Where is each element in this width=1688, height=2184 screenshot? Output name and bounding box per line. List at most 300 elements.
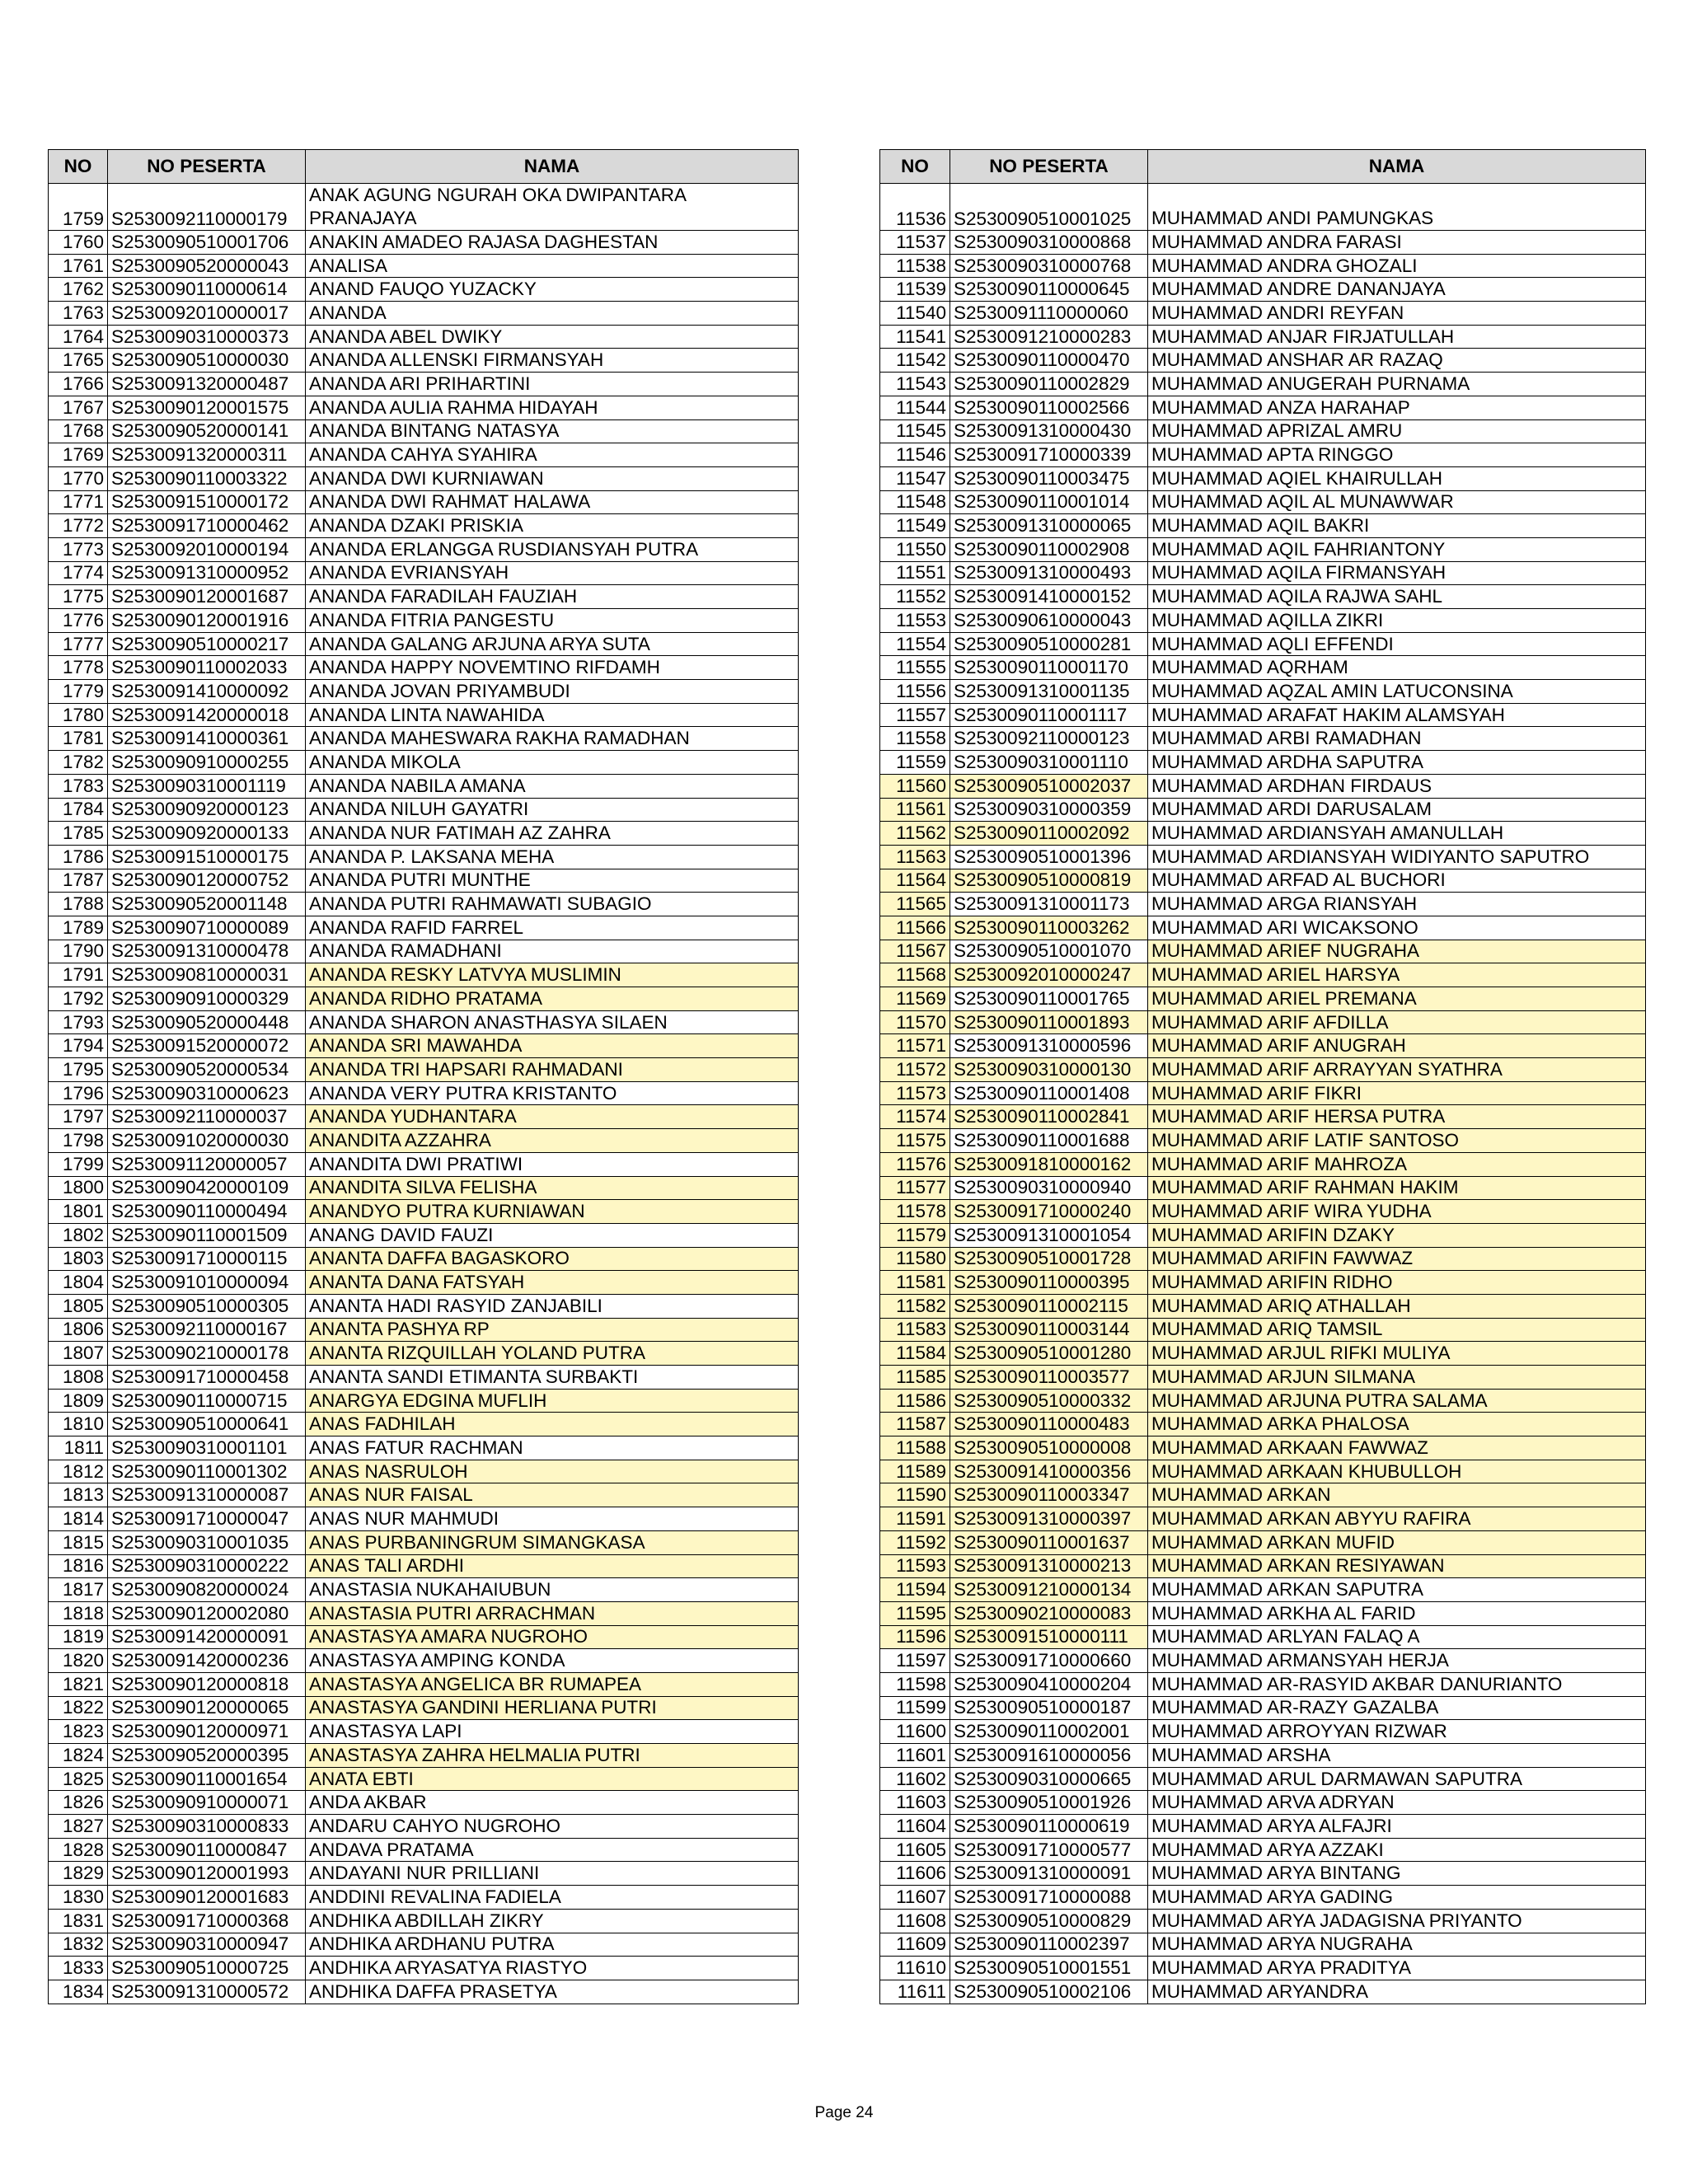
table-row bbox=[880, 1649, 1646, 1673]
participant-number: S2530090420000109 bbox=[108, 1176, 306, 1200]
participant-number: S2530090310000222 bbox=[108, 1554, 306, 1578]
row-number: 1778 bbox=[49, 656, 108, 680]
row-number: 1774 bbox=[49, 561, 108, 585]
table-row bbox=[880, 419, 1646, 443]
participant-number: S2530090510001728 bbox=[950, 1247, 1148, 1271]
table-row bbox=[49, 1460, 799, 1483]
table-row bbox=[49, 585, 799, 609]
participant-name: MUHAMMAD ARDHAN FIRDAUS bbox=[1148, 774, 1646, 798]
participant-name: MUHAMMAD ARIF MAHROZA bbox=[1148, 1152, 1646, 1176]
participant-name: MUHAMMAD APTA RINGGO bbox=[1148, 443, 1646, 467]
participant-name: MUHAMMAD ARIF WIRA YUDHA bbox=[1148, 1200, 1646, 1224]
table-row bbox=[880, 561, 1646, 585]
row-number: 1824 bbox=[49, 1744, 108, 1768]
row-number: 11571 bbox=[880, 1034, 950, 1058]
participant-name: ANANDITA AZZAHRA bbox=[306, 1129, 799, 1153]
table-row bbox=[880, 1862, 1646, 1886]
row-number: 11605 bbox=[880, 1838, 950, 1862]
row-number: 11549 bbox=[880, 514, 950, 538]
participant-name: ANANDA ALLENSKI FIRMANSYAH bbox=[306, 349, 799, 373]
table-row bbox=[49, 1838, 799, 1862]
row-number: 11578 bbox=[880, 1200, 950, 1224]
table-row bbox=[49, 656, 799, 680]
table-row bbox=[49, 514, 799, 538]
participant-number: S2530090110001014 bbox=[950, 490, 1148, 514]
header-no: NO bbox=[49, 150, 108, 184]
participant-name: ANDAVA PRATAMA bbox=[306, 1838, 799, 1862]
row-number: 11569 bbox=[880, 987, 950, 1011]
participant-name: ANAKIN AMADEO RAJASA DAGHESTAN bbox=[306, 231, 799, 255]
participant-number: S2530090110002397 bbox=[950, 1933, 1148, 1957]
participant-name: MUHAMMAD ARKA PHALOSA bbox=[1148, 1413, 1646, 1436]
row-number: 11559 bbox=[880, 751, 950, 775]
participant-name: MUHAMMAD ARIF RAHMAN HAKIM bbox=[1148, 1176, 1646, 1200]
row-number: 11582 bbox=[880, 1294, 950, 1318]
row-number: 1794 bbox=[49, 1034, 108, 1058]
participant-name: ANASTASYA LAPI bbox=[306, 1720, 799, 1744]
row-number: 1801 bbox=[49, 1200, 108, 1224]
participant-name: ANASTASIA PUTRI ARRACHMAN bbox=[306, 1601, 799, 1625]
table-row bbox=[49, 703, 799, 727]
table-row bbox=[49, 1933, 799, 1957]
row-number: 11575 bbox=[880, 1129, 950, 1153]
participant-number: S2530090510000008 bbox=[950, 1436, 1148, 1460]
row-number: 1796 bbox=[49, 1081, 108, 1105]
participant-number: S2530090310000373 bbox=[108, 325, 306, 349]
participant-number: S2530090120000065 bbox=[108, 1696, 306, 1720]
table-row bbox=[49, 1720, 799, 1744]
row-number: 11583 bbox=[880, 1318, 950, 1342]
row-number: 1821 bbox=[49, 1672, 108, 1696]
participant-name: ANANDA BINTANG NATASYA bbox=[306, 419, 799, 443]
participant-number: S2530091310001054 bbox=[950, 1223, 1148, 1247]
participant-number: S2530090510000030 bbox=[108, 349, 306, 373]
row-number: 11542 bbox=[880, 349, 950, 373]
table-row bbox=[880, 1342, 1646, 1366]
table-row bbox=[880, 1507, 1646, 1531]
table-row bbox=[880, 1601, 1646, 1625]
participant-name: MUHAMMAD ARKAN ABYYU RAFIRA bbox=[1148, 1507, 1646, 1531]
table-row bbox=[880, 537, 1646, 561]
participant-number: S2530090510001025 bbox=[950, 184, 1148, 231]
participant-number: S2530090510000305 bbox=[108, 1294, 306, 1318]
participant-number: S2530090510001396 bbox=[950, 845, 1148, 869]
participant-number: S2530090510000332 bbox=[950, 1389, 1148, 1413]
participant-number: S2530092110000123 bbox=[950, 727, 1148, 751]
participant-name: ANDDINI REVALINA FADIELA bbox=[306, 1886, 799, 1910]
participant-number: S2530090510001070 bbox=[950, 940, 1148, 963]
participant-name: MUHAMMAD APRIZAL AMRU bbox=[1148, 419, 1646, 443]
row-number: 11585 bbox=[880, 1366, 950, 1390]
participant-name: MUHAMMAD ARDIANSYAH AMANULLAH bbox=[1148, 822, 1646, 846]
table-row bbox=[880, 278, 1646, 302]
participant-number: S2530090310001035 bbox=[108, 1530, 306, 1554]
participant-name: MUHAMMAD AQZAL AMIN LATUCONSINA bbox=[1148, 680, 1646, 704]
participant-name: MUHAMMAD AQIL BAKRI bbox=[1148, 514, 1646, 538]
participant-name: MUHAMMAD ARDHA SAPUTRA bbox=[1148, 751, 1646, 775]
participant-number: S2530090110002566 bbox=[950, 396, 1148, 419]
participant-name: ANASTASYA AMARA NUGROHO bbox=[306, 1625, 799, 1649]
participant-number: S2530090110002001 bbox=[950, 1720, 1148, 1744]
participant-name: MUHAMMAD ANDI PAMUNGKAS bbox=[1148, 184, 1646, 231]
participant-number: S2530090510001551 bbox=[950, 1957, 1148, 1980]
row-number: 1771 bbox=[49, 490, 108, 514]
participant-number: S2530092010000247 bbox=[950, 963, 1148, 987]
row-number: 11584 bbox=[880, 1342, 950, 1366]
table-row bbox=[880, 373, 1646, 396]
table-row bbox=[880, 302, 1646, 326]
row-number: 11573 bbox=[880, 1081, 950, 1105]
participant-number: S2530090510001706 bbox=[108, 231, 306, 255]
row-number: 11537 bbox=[880, 231, 950, 255]
participant-name: MUHAMMAD ARYA JADAGISNA PRIYANTO bbox=[1148, 1909, 1646, 1933]
participant-name: ANASTASYA ZAHRA HELMALIA PUTRI bbox=[306, 1744, 799, 1768]
participant-number: S2530090110001893 bbox=[950, 1010, 1148, 1034]
table-row bbox=[49, 845, 799, 869]
table-row bbox=[49, 1862, 799, 1886]
table-row bbox=[49, 940, 799, 963]
row-number: 1783 bbox=[49, 774, 108, 798]
participant-number: S2530091510000175 bbox=[108, 845, 306, 869]
row-number: 11594 bbox=[880, 1578, 950, 1602]
row-number: 1787 bbox=[49, 869, 108, 893]
participant-name: MUHAMMAD ARIEL PREMANA bbox=[1148, 987, 1646, 1011]
table-row bbox=[49, 1366, 799, 1390]
participant-name: MUHAMMAD ARKAAN FAWWAZ bbox=[1148, 1436, 1646, 1460]
row-number: 11560 bbox=[880, 774, 950, 798]
participant-number: S2530090120000818 bbox=[108, 1672, 306, 1696]
participant-number: S2530090520000395 bbox=[108, 1744, 306, 1768]
row-number: 11610 bbox=[880, 1957, 950, 1980]
row-number: 11601 bbox=[880, 1744, 950, 1768]
participant-name: ANANDA YUDHANTARA bbox=[306, 1105, 799, 1129]
participant-name: MUHAMMAD AQILLA ZIKRI bbox=[1148, 609, 1646, 633]
row-number: 1793 bbox=[49, 1010, 108, 1034]
table-row bbox=[49, 1034, 799, 1058]
row-number: 1820 bbox=[49, 1649, 108, 1673]
participant-name: ANANDA MAHESWARA RAKHA RAMADHAN bbox=[306, 727, 799, 751]
table-row bbox=[49, 1791, 799, 1815]
participant-number: S2530090310000833 bbox=[108, 1815, 306, 1839]
participant-number: S2530090110003144 bbox=[950, 1318, 1148, 1342]
row-number: 1785 bbox=[49, 822, 108, 846]
participant-name: ANAS NASRULOH bbox=[306, 1460, 799, 1483]
participant-number: S2530090210000178 bbox=[108, 1342, 306, 1366]
participant-number: S2530091310000478 bbox=[108, 940, 306, 963]
participant-name: MUHAMMAD ARYA PRADITYA bbox=[1148, 1957, 1646, 1980]
row-number: 1792 bbox=[49, 987, 108, 1011]
table-row bbox=[880, 325, 1646, 349]
table-row bbox=[880, 1483, 1646, 1507]
table-row bbox=[880, 703, 1646, 727]
row-number: 1798 bbox=[49, 1129, 108, 1153]
row-number: 1827 bbox=[49, 1815, 108, 1839]
row-number: 11593 bbox=[880, 1554, 950, 1578]
participant-number: S2530090110003322 bbox=[108, 466, 306, 490]
participant-name: MUHAMMAD ARIFIN DZAKY bbox=[1148, 1223, 1646, 1247]
participant-number: S2530090310000940 bbox=[950, 1176, 1148, 1200]
participant-name: ANANDA ABEL DWIKY bbox=[306, 325, 799, 349]
table-row bbox=[880, 1460, 1646, 1483]
participant-number: S2530090110000619 bbox=[950, 1815, 1148, 1839]
table-row bbox=[49, 1176, 799, 1200]
participant-number: S2530091710000047 bbox=[108, 1507, 306, 1531]
table-row bbox=[880, 916, 1646, 940]
row-number: 11611 bbox=[880, 1980, 950, 2004]
table-row bbox=[880, 1247, 1646, 1271]
table-row bbox=[880, 1980, 1646, 2004]
participant-name: ANANDA EVRIANSYAH bbox=[306, 561, 799, 585]
row-number: 1797 bbox=[49, 1105, 108, 1129]
participant-number: S2530090520000534 bbox=[108, 1058, 306, 1082]
table-row bbox=[49, 727, 799, 751]
participant-name: MUHAMMAD ARSHA bbox=[1148, 1744, 1646, 1768]
participant-number: S2530091310001173 bbox=[950, 893, 1148, 916]
participant-name: ANANDA VERY PUTRA KRISTANTO bbox=[306, 1081, 799, 1105]
participant-number: S2530091110000060 bbox=[950, 302, 1148, 326]
table-row bbox=[49, 1010, 799, 1034]
participant-number: S2530090510000725 bbox=[108, 1957, 306, 1980]
participant-number: S2530091210000283 bbox=[950, 325, 1148, 349]
row-number: 11572 bbox=[880, 1058, 950, 1082]
participant-number: S2530090510000641 bbox=[108, 1413, 306, 1436]
participant-name: MUHAMMAD ANZA HARAHAP bbox=[1148, 396, 1646, 419]
table-row bbox=[880, 349, 1646, 373]
table-row bbox=[880, 869, 1646, 893]
participant-name: MUHAMMAD ARIEL HARSYA bbox=[1148, 963, 1646, 987]
participant-name: ANANDA NILUH GAYATRI bbox=[306, 798, 799, 822]
participant-number: S2530091310000065 bbox=[950, 514, 1148, 538]
table-row bbox=[49, 774, 799, 798]
participant-name: MUHAMMAD ARDIANSYAH WIDIYANTO SAPUTRO bbox=[1148, 845, 1646, 869]
participant-number: S2530090910000329 bbox=[108, 987, 306, 1011]
participant-name: MUHAMMAD ARIF LATIF SANTOSO bbox=[1148, 1129, 1646, 1153]
participant-number: S2530091510000111 bbox=[950, 1625, 1148, 1649]
participant-number: S2530091010000094 bbox=[108, 1271, 306, 1295]
participant-name: ANANDITA SILVA FELISHA bbox=[306, 1176, 799, 1200]
participant-number: S2530090310001101 bbox=[108, 1436, 306, 1460]
row-number: 11553 bbox=[880, 609, 950, 633]
table-row bbox=[49, 466, 799, 490]
row-number: 11591 bbox=[880, 1507, 950, 1531]
table-row bbox=[49, 1105, 799, 1129]
row-number: 11586 bbox=[880, 1389, 950, 1413]
participant-number: S2530090410000204 bbox=[950, 1672, 1148, 1696]
row-number: 11606 bbox=[880, 1862, 950, 1886]
row-number: 1803 bbox=[49, 1247, 108, 1271]
participant-number: S2530091020000030 bbox=[108, 1129, 306, 1153]
row-number: 11545 bbox=[880, 419, 950, 443]
participant-name: ANDHIKA DAFFA PRASETYA bbox=[306, 1980, 799, 2004]
table-row bbox=[49, 1129, 799, 1153]
participant-number: S2530090110000645 bbox=[950, 278, 1148, 302]
table-row bbox=[880, 1152, 1646, 1176]
participant-name: MUHAMMAD AQILA FIRMANSYAH bbox=[1148, 561, 1646, 585]
table-row bbox=[880, 1744, 1646, 1768]
right-participant-table bbox=[879, 149, 1646, 2004]
row-number: 1819 bbox=[49, 1625, 108, 1649]
table-row bbox=[49, 963, 799, 987]
row-number: 1808 bbox=[49, 1366, 108, 1390]
row-number: 1831 bbox=[49, 1909, 108, 1933]
table-row bbox=[49, 1744, 799, 1768]
participant-name: MUHAMMAD ARIQ ATHALLAH bbox=[1148, 1294, 1646, 1318]
table-row bbox=[880, 609, 1646, 633]
participant-name: ANANTA DAFFA BAGASKORO bbox=[306, 1247, 799, 1271]
table-row bbox=[49, 893, 799, 916]
table-row bbox=[880, 1530, 1646, 1554]
header-nama: NAMA bbox=[1148, 150, 1646, 184]
row-number: 1770 bbox=[49, 466, 108, 490]
table-row bbox=[880, 514, 1646, 538]
row-number: 11603 bbox=[880, 1791, 950, 1815]
row-number: 1834 bbox=[49, 1980, 108, 2004]
table-row bbox=[880, 1957, 1646, 1980]
row-number: 1784 bbox=[49, 798, 108, 822]
participant-name: ANDARU CAHYO NUGROHO bbox=[306, 1815, 799, 1839]
row-number: 11589 bbox=[880, 1460, 950, 1483]
participant-number: S2530091410000356 bbox=[950, 1460, 1148, 1483]
participant-name: ANANDA P. LAKSANA MEHA bbox=[306, 845, 799, 869]
participant-name: MUHAMMAD ANDRA GHOZALI bbox=[1148, 254, 1646, 278]
row-number: 11554 bbox=[880, 632, 950, 656]
participant-name: MUHAMMAD ARBI RAMADHAN bbox=[1148, 727, 1646, 751]
participant-number: S2530090110002829 bbox=[950, 373, 1148, 396]
participant-name: MUHAMMAD ANSHAR AR RAZAQ bbox=[1148, 349, 1646, 373]
table-row bbox=[49, 278, 799, 302]
participant-number: S2530090120001575 bbox=[108, 396, 306, 419]
row-number: 1760 bbox=[49, 231, 108, 255]
row-number: 1828 bbox=[49, 1838, 108, 1862]
row-number: 1826 bbox=[49, 1791, 108, 1815]
table-row bbox=[49, 1672, 799, 1696]
participant-number: S2530092110000037 bbox=[108, 1105, 306, 1129]
table-row bbox=[880, 1838, 1646, 1862]
participant-number: S2530091420000236 bbox=[108, 1649, 306, 1673]
participant-name: ANANDA RIDHO PRATAMA bbox=[306, 987, 799, 1011]
table-row bbox=[49, 869, 799, 893]
participant-number: S2530091320000487 bbox=[108, 373, 306, 396]
table-row bbox=[880, 466, 1646, 490]
row-number: 1768 bbox=[49, 419, 108, 443]
participant-name: MUHAMMAD ARGA RIANSYAH bbox=[1148, 893, 1646, 916]
participant-number: S2530092010000017 bbox=[108, 302, 306, 326]
participant-name: MUHAMMAD AQIL FAHRIANTONY bbox=[1148, 537, 1646, 561]
row-number: 11590 bbox=[880, 1483, 950, 1507]
row-number: 1799 bbox=[49, 1152, 108, 1176]
participant-name: MUHAMMAD ARIF HERSA PUTRA bbox=[1148, 1105, 1646, 1129]
participant-name: ANANTA SANDI ETIMANTA SURBAKTI bbox=[306, 1366, 799, 1390]
participant-name: ANAS TALI ARDHI bbox=[306, 1554, 799, 1578]
table-row bbox=[49, 1957, 799, 1980]
table-row bbox=[880, 1672, 1646, 1696]
participant-number: S2530090110002841 bbox=[950, 1105, 1148, 1129]
row-number: 1791 bbox=[49, 963, 108, 987]
row-number: 1775 bbox=[49, 585, 108, 609]
participant-name: ANDHIKA ARDHANU PUTRA bbox=[306, 1933, 799, 1957]
table-row bbox=[880, 1034, 1646, 1058]
row-number: 11544 bbox=[880, 396, 950, 419]
row-number: 1829 bbox=[49, 1862, 108, 1886]
participant-number: S2530090520000448 bbox=[108, 1010, 306, 1034]
row-number: 1781 bbox=[49, 727, 108, 751]
participant-number: S2530091610000056 bbox=[950, 1744, 1148, 1768]
participant-name: MUHAMMAD ARKAAN KHUBULLOH bbox=[1148, 1460, 1646, 1483]
participant-number: S2530091310000572 bbox=[108, 1980, 306, 2004]
row-number: 11546 bbox=[880, 443, 950, 467]
participant-name: MUHAMMAD ARIQ TAMSIL bbox=[1148, 1318, 1646, 1342]
participant-number: S2530090520000043 bbox=[108, 254, 306, 278]
row-number: 11608 bbox=[880, 1909, 950, 1933]
row-number: 11563 bbox=[880, 845, 950, 869]
participant-number: S2530091510000172 bbox=[108, 490, 306, 514]
table-row bbox=[880, 1815, 1646, 1839]
table-row bbox=[49, 1483, 799, 1507]
participant-number: S2530090310000623 bbox=[108, 1081, 306, 1105]
table-row bbox=[49, 537, 799, 561]
table-row bbox=[49, 231, 799, 255]
participant-name: ANANDA bbox=[306, 302, 799, 326]
row-number: 1776 bbox=[49, 609, 108, 633]
participant-number: S2530090120000752 bbox=[108, 869, 306, 893]
participant-number: S2530090710000089 bbox=[108, 916, 306, 940]
participant-name: ANAS FATUR RACHMAN bbox=[306, 1436, 799, 1460]
table-row bbox=[49, 1507, 799, 1531]
row-number: 1802 bbox=[49, 1223, 108, 1247]
participant-number: S2530090510002106 bbox=[950, 1980, 1148, 2004]
row-number: 1825 bbox=[49, 1767, 108, 1791]
row-number: 1761 bbox=[49, 254, 108, 278]
participant-name: ANANDA NUR FATIMAH AZ ZAHRA bbox=[306, 822, 799, 846]
row-number: 11604 bbox=[880, 1815, 950, 1839]
participant-number: S2530091420000018 bbox=[108, 703, 306, 727]
left-participant-table bbox=[48, 149, 799, 2004]
participant-number: S2530090210000083 bbox=[950, 1601, 1148, 1625]
participant-number: S2530092110000179 bbox=[108, 184, 306, 231]
table-row bbox=[49, 1223, 799, 1247]
participant-name: ANANDA LINTA NAWAHIDA bbox=[306, 703, 799, 727]
row-number: 11539 bbox=[880, 278, 950, 302]
participant-name: MUHAMMAD ARDI DARUSALAM bbox=[1148, 798, 1646, 822]
participant-name: ANDHIKA ARYASATYA RIASTYO bbox=[306, 1957, 799, 1980]
table-row bbox=[880, 1767, 1646, 1791]
table-row bbox=[880, 1720, 1646, 1744]
row-number: 11547 bbox=[880, 466, 950, 490]
participant-name: MUHAMMAD ARJUL RIFKI MULIYA bbox=[1148, 1342, 1646, 1366]
participant-number: S2530090110001688 bbox=[950, 1129, 1148, 1153]
row-number: 1833 bbox=[49, 1957, 108, 1980]
participant-number: S2530091120000057 bbox=[108, 1152, 306, 1176]
participant-number: S2530090110000395 bbox=[950, 1271, 1148, 1295]
participant-name: ANANDA DWI RAHMAT HALAWA bbox=[306, 490, 799, 514]
participant-number: S2530090310000868 bbox=[950, 231, 1148, 255]
table-row bbox=[49, 1058, 799, 1082]
row-number: 11598 bbox=[880, 1672, 950, 1696]
table-row bbox=[49, 254, 799, 278]
row-number: 1812 bbox=[49, 1460, 108, 1483]
row-number: 1789 bbox=[49, 916, 108, 940]
participant-name: MUHAMMAD ARIFIN FAWWAZ bbox=[1148, 1247, 1646, 1271]
table-row bbox=[49, 1200, 799, 1224]
participant-number: S2530090110001170 bbox=[950, 656, 1148, 680]
participant-number: S2530090510000829 bbox=[950, 1909, 1148, 1933]
table-row bbox=[880, 727, 1646, 751]
table-row bbox=[880, 1366, 1646, 1390]
participant-name: MUHAMMAD ARKHA AL FARID bbox=[1148, 1601, 1646, 1625]
participant-number: S2530091710000660 bbox=[950, 1649, 1148, 1673]
row-number: 11561 bbox=[880, 798, 950, 822]
participant-number: S2530090110000494 bbox=[108, 1200, 306, 1224]
